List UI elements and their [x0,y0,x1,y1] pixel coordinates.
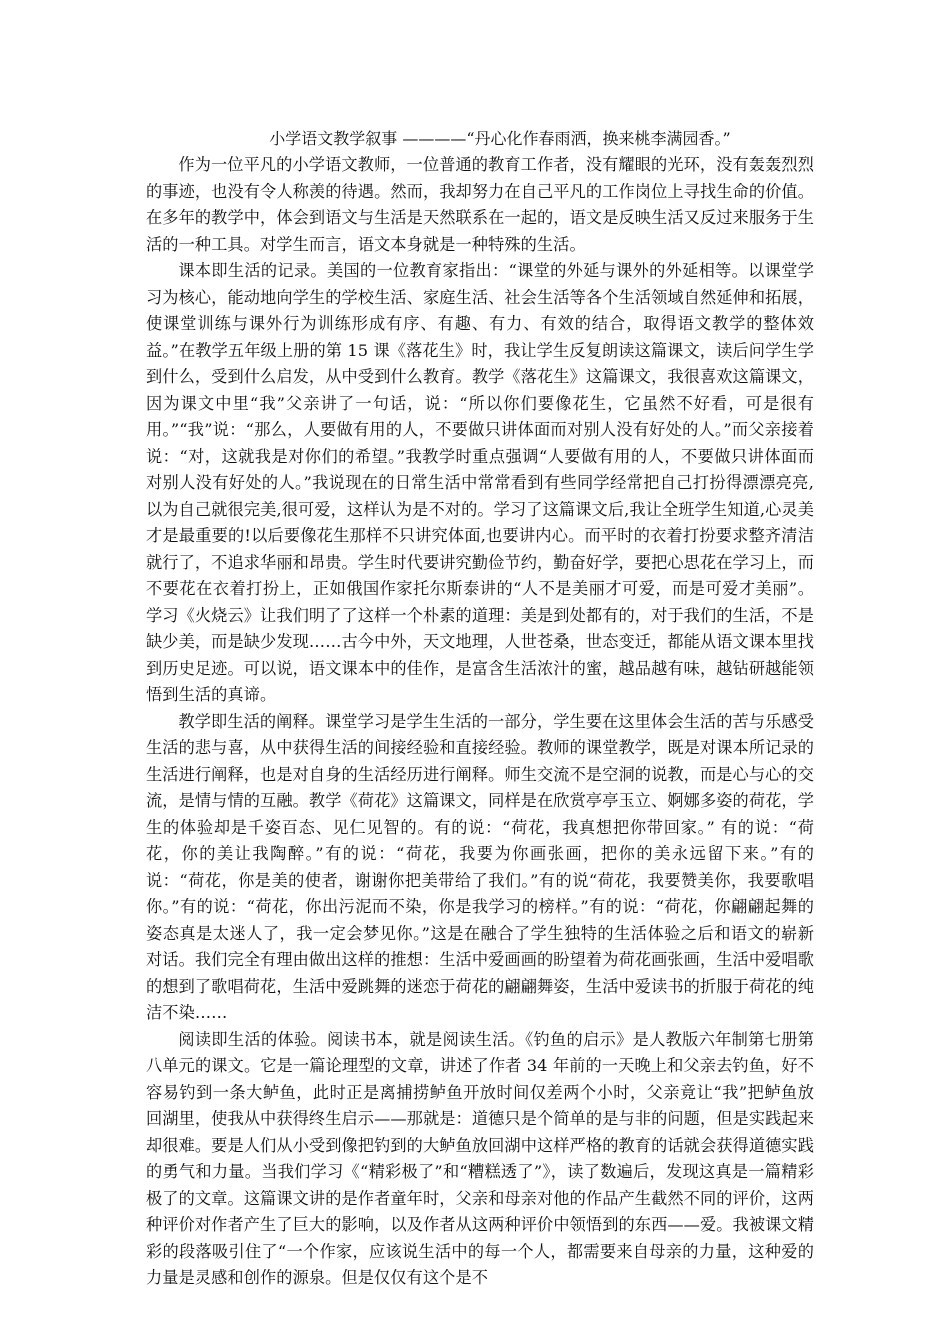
paragraph-textbook-life: 课本即生活的记录。美国的一位教育家指出：“课堂的外延与课外的外延相等。以课堂学习为核心，能动地向学生的学校生活、家庭生活、社会生活等各个生活领域自然延伸和拓展，使课堂训练与课外行为训练形成有序、有趣、有力、有效的结合，取得语文教学的整体效益。”在教学五年级上册的第 15 课《落花生》时，我让学生反复朗读这篇课文，读后问学生学到什么，受到什么启发，从中受到什么教育。教学《落花生》这篇课文，我很喜欢这篇课文，因为课文中里“我”父亲讲了一句话，说：“所以你们要像花生，它虽然不好看，可是很有用。”“我”说：“那么，人要做有用的人，不要做只讲体面而对别人没有好处的人。”而父亲接着说：“对，这就我是对你们的希望。”我教学时重点强调“人要做有用的人，不要做只讲体面而对别人没有好处的人。”我说现在的日常生活中常常看到有些同学经常把自己打扮得漂漂亮亮,以为自己就很完美,很可爱，这样认为是不对的。学习了这篇课文后,我让全班学生知道,心灵美才是最重要的!以后要像花生那样不只讲究体面,也要讲内心。而平时的衣着打扮要求整齐清洁就行了，不追求华丽和昂贵。学生时代要讲究勤俭节约，勤奋好学，要把心思花在学习上，而不要花在衣着打扮上，正如俄国作家托尔斯泰讲的“人不是美丽才可爱，而是可爱才美丽”。学习《火烧云》让我们明了了这样一个朴素的道理：美是到处都有的，对于我们的生活，不是缺少美，而是缺少发现……古今中外，天文地理，人世苍桑，世态变迁，都能从语文课本里找到历史足迹。可以说，语文课本中的佳作，是富含生活浓汁的蜜，越品越有味，越钻研越能领悟到生活的真谛。 [146,261,814,704]
paragraph-reading-life: 阅读即生活的体验。阅读书本，就是阅读生活。《钓鱼的启示》是人教版六年制第七册第八单元的课文。它是一篇论理型的文章，讲述了作者 34 年前的一天晚上和父亲去钓鱼，好不容易钓到一条大鲈鱼，此时正是离捕捞鲈鱼开放时间仅差两个小时，父亲竟让“我”把鲈鱼放回湖里，使我从中获得终生启示——那就是：道德只是个简单的是与非的问题，但是实践起来却很难。要是人们从小受到像把钓到的大鲈鱼放回湖中这样严格的教育的话就会获得道德实践的勇气和力量。当我们学习《“精彩极了”和“糟糕透了”》，读了数遍后，发现这真是一篇精彩极了的文章。这篇课文讲的是作者童年时，父亲和母亲对他的作品产生截然不同的评价，这两种评价对作者产生了巨大的影响，以及作者从这两种评价中领悟到的东西——爱。我被课文精彩的段落吸引住了“一个作家，应该说生活中的每一个人，都需要来自母亲的力量，这种爱的力量是灵感和创作的源泉。但是仅仅有这个是不 [146,1029,814,1287]
paragraph-teaching-life: 教学即生活的阐释。课堂学习是学生生活的一部分，学生要在这里体会生活的苦与乐感受生活的悲与喜，从中获得生活的间接经验和直接经验。教师的课堂教学，既是对课本所记录的生活进行阐释，也是对自身的生活经历进行阐释。师生交流不是空洞的说教，而是心与心的交流，是情与情的互融。教学《荷花》这篇课文，同样是在欣赏亭亭玉立、婀娜多姿的荷花，学生的体验却是千姿百态、见仁见智的。有的说：“荷花，我真想把你带回家。” 有的说：“荷花，你的美让我陶醉。”有的说：“荷花，我要为你画张画，把你的美永远留下来。”有的说：“荷花，你是美的使者，谢谢你把美带给了我们。”有的说“荷花，我要赞美你，我要歌唱你。”有的说：“荷花，你出污泥而不染，你是我学习的榜样。”有的说：“荷花，你翩翩起舞的姿态真是太迷人了，我一定会梦见你。”这是在融合了学生独特的生活体验之后和语文的崭新对话。我们完全有理由做出这样的推想：生活中爱画画的盼望着为荷花画张画，生活中爱唱歌的想到了歌唱荷花，生活中爱跳舞的迷恋于荷花的翩翩舞姿，生活中爱读书的折服于荷花的纯洁不染…… [146,711,814,1022]
paragraph-intro: 作为一位平凡的小学语文教师，一位普通的教育工作者，没有耀眼的光环，没有轰轰烈烈的事迹，也没有令人称羡的待遇。然而，我却努力在自己平凡的工作岗位上寻找生命的价值。在多年的教学中，体会到语文与生活是天然联系在一起的，语文是反映生活又反过来服务于生活的一种工具。对学生而言，语文本身就是一种特殊的生活。 [146,155,814,254]
document-title: 小学语文教学叙事 ————“丹心化作春雨洒，换来桃李满园香。” [269,129,731,148]
document-page [146,126,814,1292]
